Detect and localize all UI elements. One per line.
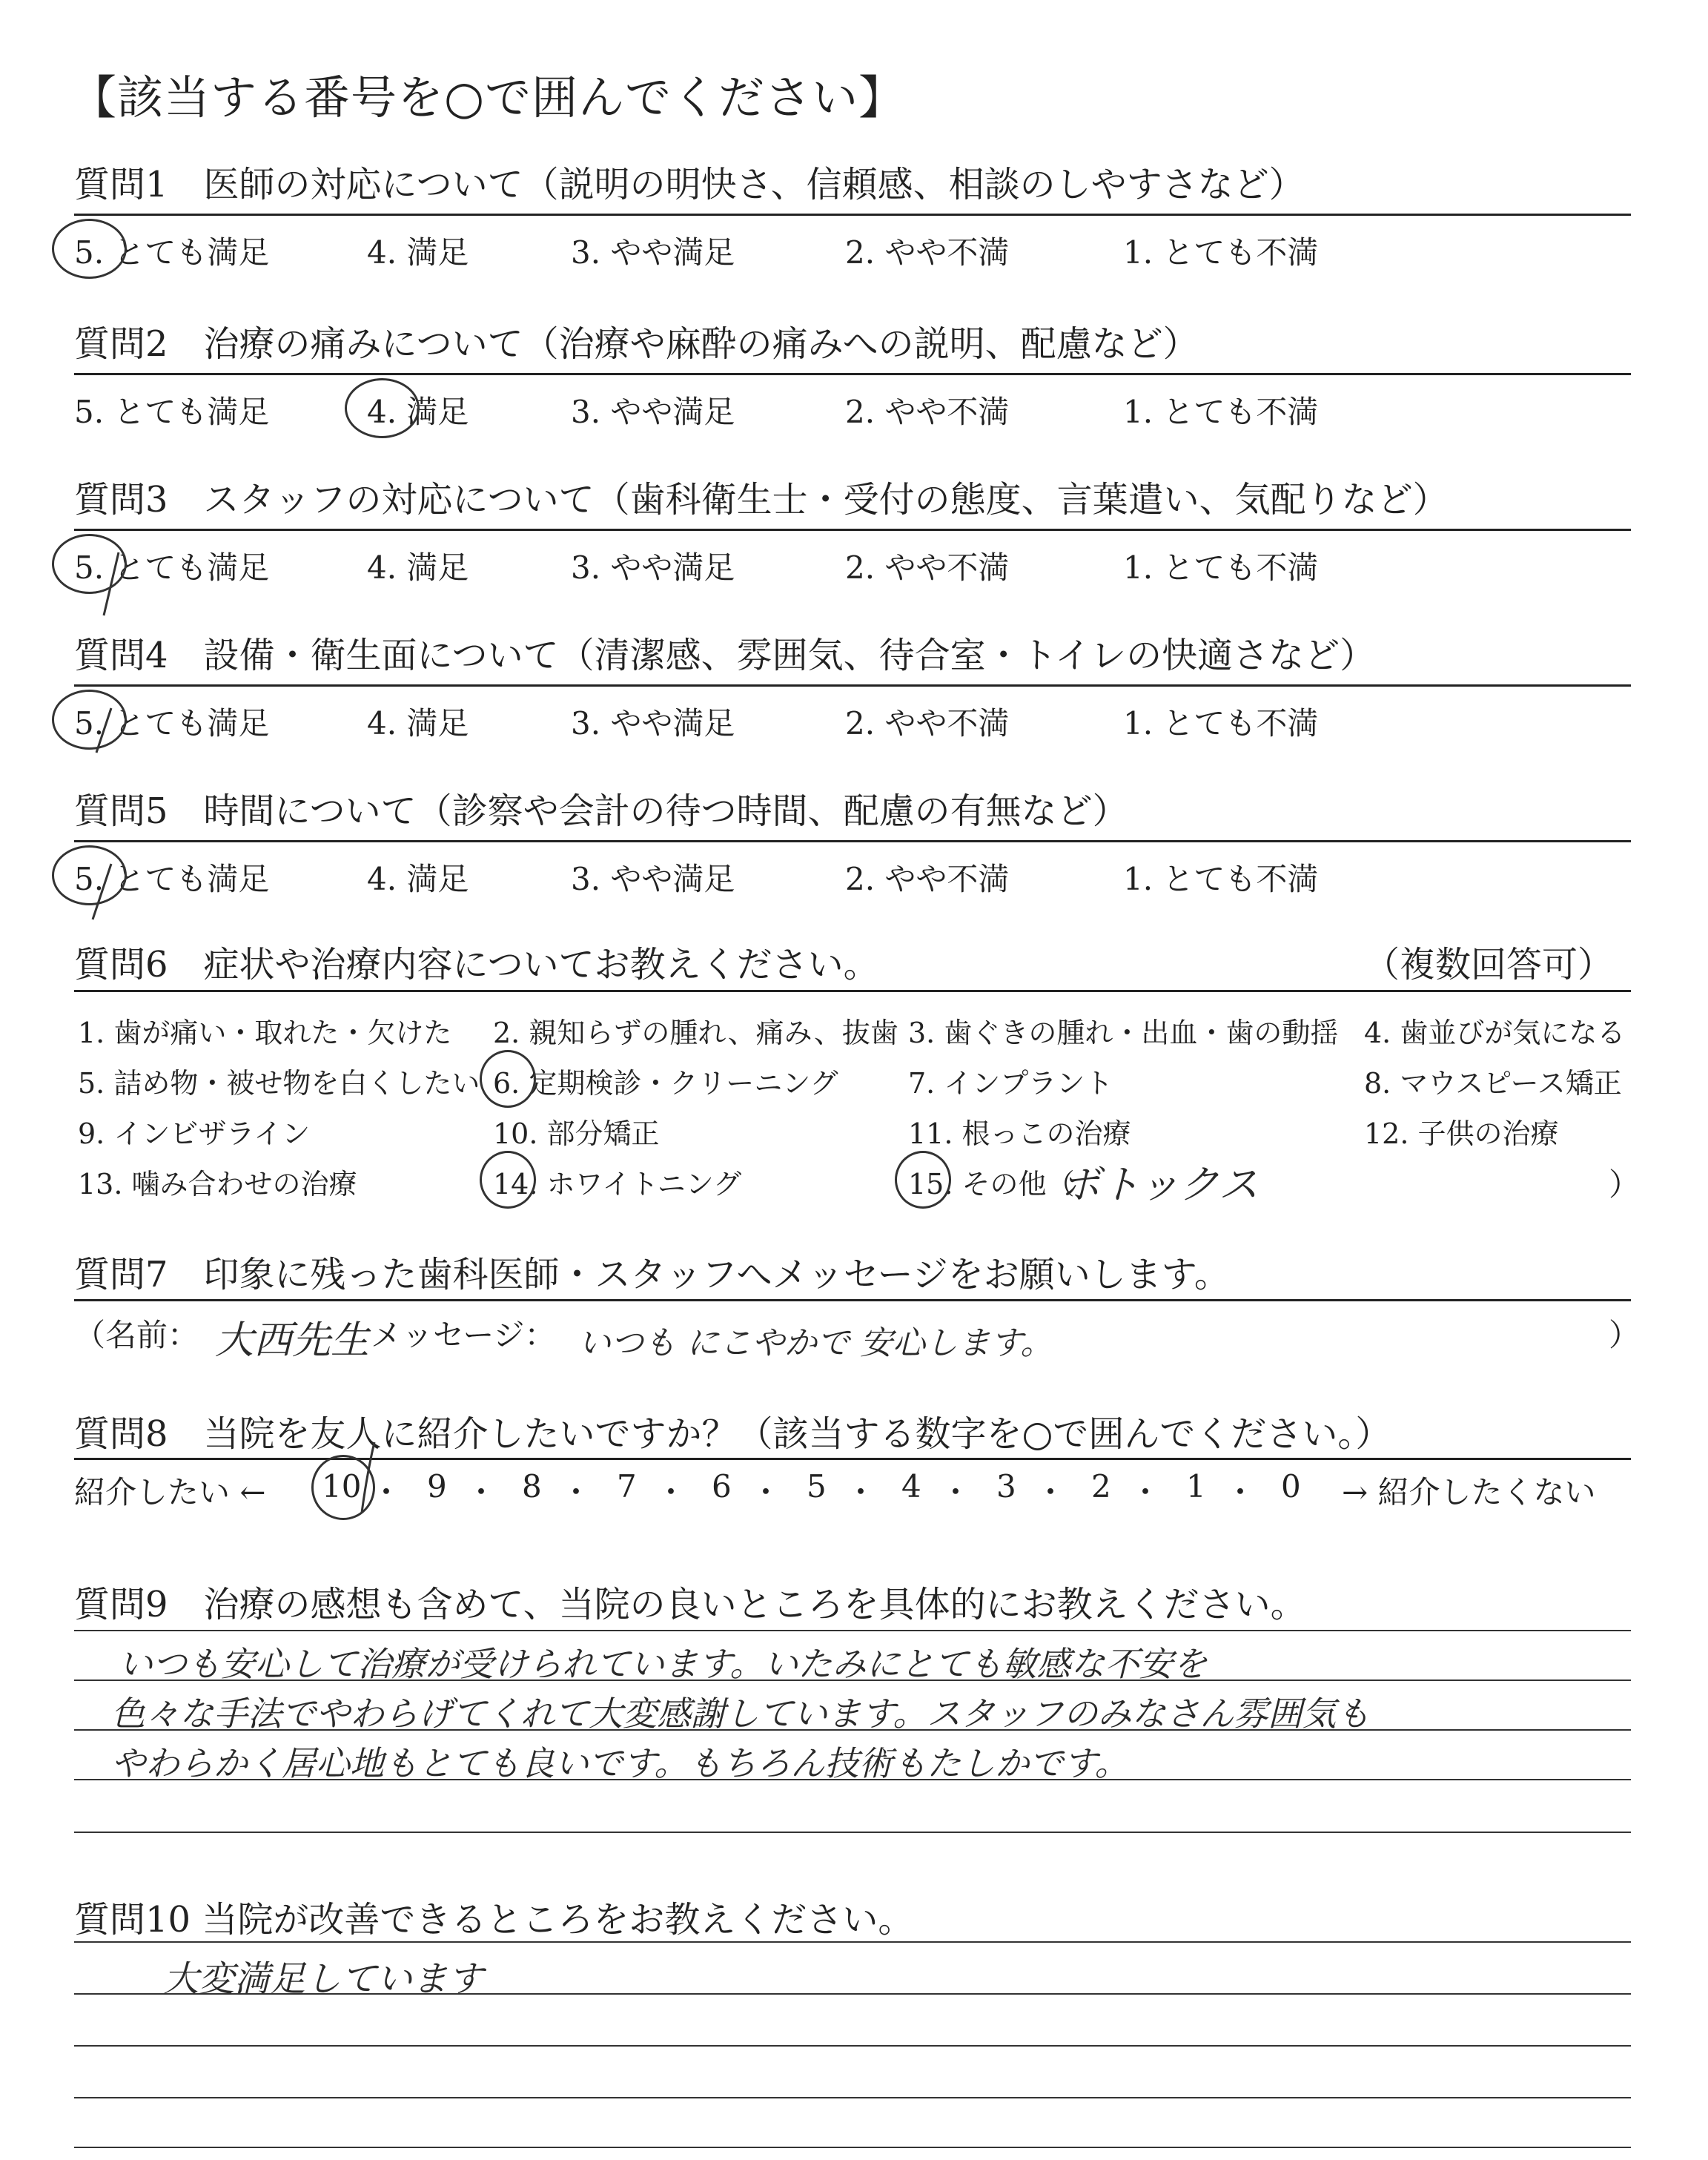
q5-option-5[interactable]: 5. とても満足 [74,861,270,897]
q2-title: 質問2 治療の痛みについて（治療や麻酔の痛みへの説明、配慮など） [74,323,1199,365]
q6-option-3[interactable]: 3. 歯ぐきの腫れ・出血・歯の動揺 [908,1017,1339,1049]
q6-option-5[interactable]: 5. 詰め物・被せ物を白くしたい [78,1067,480,1100]
q6-option-6[interactable]: 6. 定期検診・クリーニング [493,1067,838,1100]
q3-option-1[interactable]: 1. とても不満 [1123,549,1319,586]
q8-separator: ・ [845,1474,877,1510]
q10-title: 質問10 当院が改善できるところをお教えください。 [74,1899,914,1941]
q4-option-1[interactable]: 1. とても不満 [1123,705,1319,742]
q9-answer-line-3[interactable]: やわらかく居心地もとても良いです。もちろん技術もたしかです。 [111,1743,1129,1783]
q6-option-14[interactable]: 14. ホワイトニング [493,1168,742,1200]
q6-close-paren: ） [1609,1166,1641,1203]
q8-pen-stroke [362,1442,374,1513]
q7-name-label: （名前： [74,1317,199,1353]
q2-option-5[interactable]: 5. とても満足 [74,394,270,430]
q8-scale-1[interactable]: 1 [1186,1468,1206,1505]
q6-option-15[interactable]: 15. その他（ [908,1168,1075,1200]
q8-separator: ・ [940,1474,972,1510]
q6-option-13[interactable]: 13. 噛み合わせの治療 [78,1168,357,1200]
q4-option-2[interactable]: 2. やや不満 [845,705,1010,742]
q2-option-4[interactable]: 4. 満足 [367,394,469,430]
q1-title: 質問1 医師の対応について（説明の明快さ、信頼感、相談のしやすさなど） [74,164,1305,205]
q3-tick-mark [104,552,119,615]
q1-option-4[interactable]: 4. 満足 [367,234,469,271]
q8-separator: ・ [655,1474,687,1510]
q8-scale-6[interactable]: 6 [712,1468,732,1505]
q3-option-3[interactable]: 3. やや満足 [571,549,735,586]
q7-message-value[interactable]: いつも にこやかで 安心します。 [578,1324,1053,1362]
q7-close-paren: ） [1609,1317,1641,1353]
q9-title: 質問9 治療の感想も含めて、当院の良いところを具体的にお教えください。 [74,1584,1306,1625]
q8-separator: ・ [1130,1474,1162,1510]
q4-title: 質問4 設備・衛生面について（清潔感、雰囲気、待合室・トイレの快適さなど） [74,635,1376,676]
q7-name-value[interactable]: 大西先生 [215,1318,370,1363]
q8-separator: ・ [466,1474,497,1510]
q8-separator: ・ [1035,1474,1067,1510]
q5-option-1[interactable]: 1. とても不満 [1123,861,1319,897]
q4-option-5[interactable]: 5. とても満足 [74,705,270,742]
q8-separator: ・ [371,1474,403,1510]
q6-note: （複数回答可） [1364,944,1614,985]
q8-scale-7[interactable]: 7 [617,1468,637,1505]
q1-option-1[interactable]: 1. とても不満 [1123,234,1319,271]
q8-scale-9[interactable]: 9 [427,1468,447,1505]
q2-option-3[interactable]: 3. やや満足 [571,394,735,430]
q8-separator: ・ [560,1474,592,1510]
q3-title: 質問3 スタッフの対応について（歯科衛生士・受付の態度、言葉遣い、気配りなど） [74,479,1449,521]
q1-option-5[interactable]: 5. とても満足 [74,234,270,271]
q8-scale-4[interactable]: 4 [901,1468,921,1505]
q5-tick-mark [93,864,111,919]
q6-option-11[interactable]: 11. 根っこの治療 [908,1117,1131,1150]
q9-answer-line-1[interactable]: いつも安心して治療が受けられています。いたみにとても敏感な不安を [119,1644,1208,1684]
q8-scale-2[interactable]: 2 [1091,1468,1111,1505]
q8-left-label: 紹介したい ← [74,1474,266,1510]
q8-separator: ・ [750,1474,782,1510]
q10-answer-line-1[interactable]: 大変満足しています [163,1958,484,2000]
q8-scale-0[interactable]: 0 [1281,1468,1301,1505]
q6-option-8[interactable]: 8. マウスピース矯正 [1364,1067,1622,1100]
q5-option-4[interactable]: 4. 満足 [367,861,469,897]
q4-option-4[interactable]: 4. 満足 [367,705,469,742]
q6-option-9[interactable]: 9. インビザライン [78,1117,311,1150]
q1-option-2[interactable]: 2. やや不満 [845,234,1010,271]
q6-other-text[interactable]: ボトックス [1060,1161,1259,1208]
q5-option-2[interactable]: 2. やや不満 [845,861,1010,897]
q6-title: 質問6 症状や治療内容についてお教えください。 [74,944,879,985]
q7-message-label: メッセージ： [371,1317,556,1353]
q1-option-3[interactable]: 3. やや満足 [571,234,735,271]
q5-option-3[interactable]: 3. やや満足 [571,861,735,897]
q6-option-4[interactable]: 4. 歯並びが気になる [1364,1017,1626,1049]
q3-option-5[interactable]: 5. とても満足 [74,549,270,586]
q6-option-2[interactable]: 2. 親知らずの腫れ、痛み、抜歯 [493,1017,898,1049]
q6-option-12[interactable]: 12. 子供の治療 [1364,1117,1559,1150]
q3-option-2[interactable]: 2. やや不満 [845,549,1010,586]
q8-right-label: → 紹介したくない [1342,1474,1596,1510]
q2-option-2[interactable]: 2. やや不満 [845,394,1010,430]
q8-scale-8[interactable]: 8 [522,1468,542,1505]
q8-scale-3[interactable]: 3 [996,1468,1016,1505]
q7-title: 質問7 印象に残った歯科医師・スタッフへメッセージをお願いします。 [74,1254,1230,1295]
q2-option-1[interactable]: 1. とても不満 [1123,394,1319,430]
q4-tick-mark [96,708,111,753]
q8-scale-5[interactable]: 5 [807,1468,827,1505]
q6-option-7[interactable]: 7. インプラント [908,1067,1113,1100]
q5-title: 質問5 時間について（診察や会計の待つ時間、配慮の有無など） [74,790,1128,832]
q8-separator: ・ [1225,1474,1257,1510]
q6-option-1[interactable]: 1. 歯が痛い・取れた・欠けた [78,1017,452,1049]
q6-option-10[interactable]: 10. 部分矯正 [493,1117,660,1150]
q3-option-4[interactable]: 4. 満足 [367,549,469,586]
q8-scale-10[interactable]: 10 [322,1468,362,1505]
q8-title: 質問8 当院を友人に紹介したいですか？（該当する数字を○で囲んでください。） [74,1413,1391,1455]
form-header: 【該当する番号を○で囲んでください】 [70,70,906,125]
q4-option-3[interactable]: 3. やや満足 [571,705,735,742]
q9-answer-line-2[interactable]: 色々な手法でやわらげてくれて大変感謝しています。スタッフのみなさん雰囲気も [111,1694,1371,1734]
